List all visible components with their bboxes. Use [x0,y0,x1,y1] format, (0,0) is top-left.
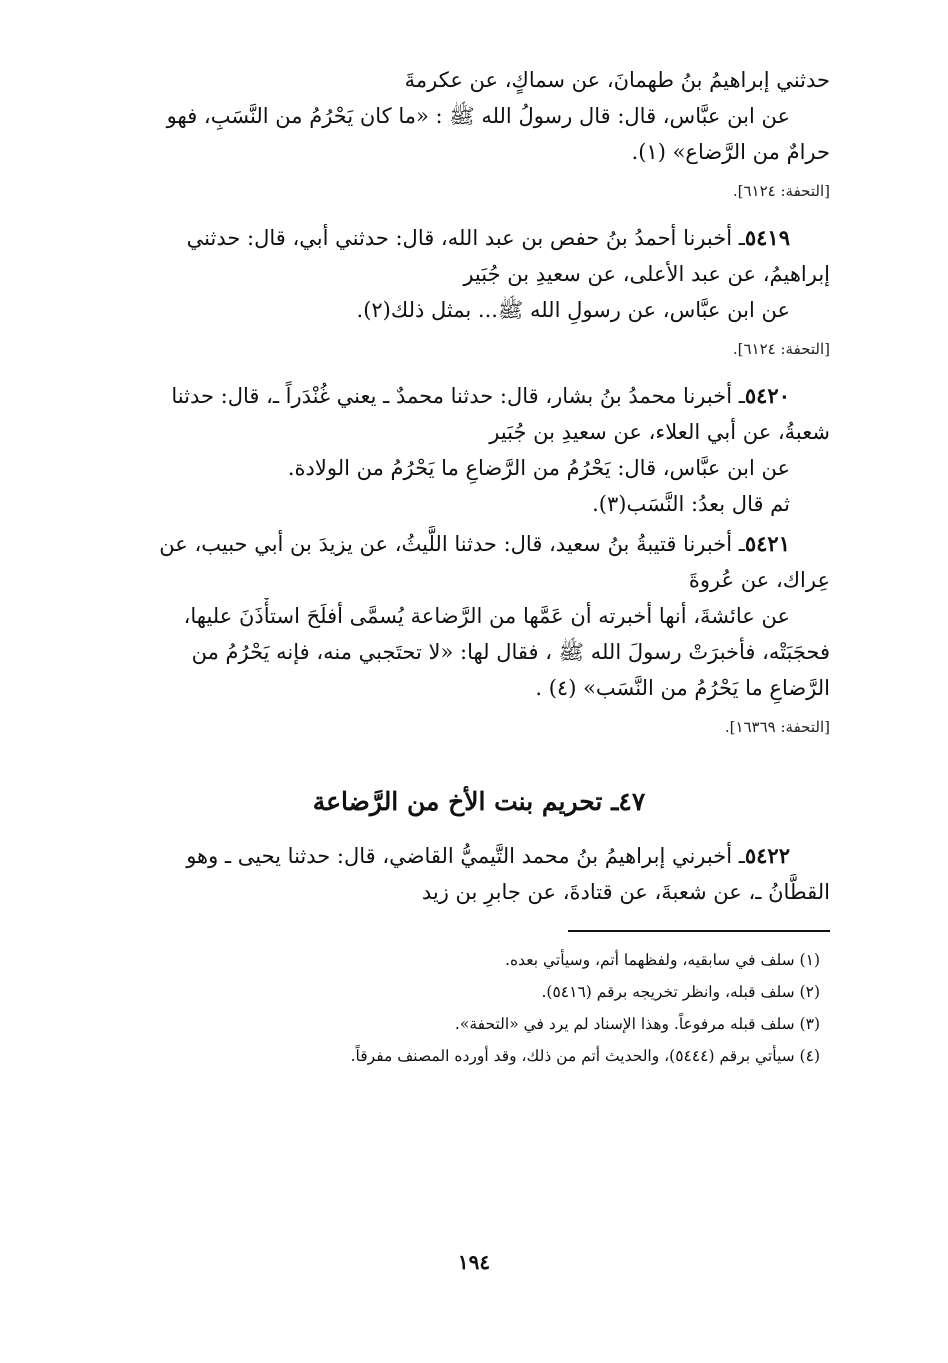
hadith-text: ـ أخبرني إبراهيمُ بنُ محمد التَّيميُّ القاضي، قال: حدثنا يحيى ـ وهو [186,844,745,868]
hadith-number: ٥٤٢٠ [744,383,790,408]
footnote-2: (٢) سلف قبله، وانظر تخريجه برقم (٥٤١٦). [541,983,820,1001]
text-line [128,838,830,874]
hadith-5422 [128,838,830,910]
text-line [128,378,830,414]
text-line: عن عائشةَ، أنها أخبرته أن عَمَّها من الرَّضاعة يُسمَّى أفلَحَ استأْذَنَ عليها، [183,604,790,628]
tuhfa-reference: [التحفة: ١٦٣٦٩]. [724,718,830,736]
text-line: عِراك، عن عُروةَ [688,568,830,592]
text-line: شعبةُ، عن أبي العلاء، عن سعيدِ بن جُبَير [489,420,830,444]
text-line: إبراهيمُ، عن عبد الأعلى، عن سعيدِ بن جُبَير [463,262,830,286]
text-line: حرامٌ من الرَّضاع» (١). [631,140,830,164]
hadith-number: ٥٤٢٢ [744,843,790,868]
hadith-5421 [128,526,830,738]
text-line [128,220,830,256]
hadith-text: ـ أخبرنا أحمدُ بنُ حفص بن عبد الله، قال: حدثني أبي، قال: حدثني [186,226,745,250]
hadith-5419 [128,220,830,360]
text-line [128,526,830,562]
text-line: عن ابن عبَّاس، قال: يَحْرُمُ من الرَّضاعِ ما يَحْرُمُ من الولادة. [287,456,790,480]
hadith-5420 [128,378,830,522]
footnote-3: (٣) سلف قبله مرفوعاً. وهذا الإسناد لم يرد في «التحفة». [454,1015,820,1033]
chapter-heading: ٤٧ـ تحريم بنت الأخ من الرَّضاعة [312,787,646,816]
hadith-text: ـ أخبرنا محمدُ بنُ بشار، قال: حدثنا محمدٌ ـ يعني غُنْدَراً ـ، قال: حدثنا [171,384,745,408]
footnote-4: (٤) سيأتي برقم (٥٤٤٤)، والحديث أتم من ذلك، وقد أورده المصنف مفرقاً. [350,1047,820,1065]
footnotes [128,944,830,1072]
tuhfa-reference: [التحفة: ٦١٢٤]. [732,182,830,200]
text-line: الرَّضاعِ ما يَحْرُمُ من النَّسَب» (٤) . [535,676,830,700]
text-line: عن ابن عبَّاس، قال: قال رسولُ الله ﷺ : «ما كان يَحْرُمُ من النَّسَبِ، فهو [166,104,790,128]
text-line: عن ابن عبَّاس، عن رسولِ الله ﷺ... بمثل ذلك(٢). [356,298,790,322]
footnote-separator [568,930,830,932]
hadith-5418-continuation [128,62,830,202]
page-number: ١٩٤ [457,1250,491,1274]
text-line: حدثني إبراهيمُ بنُ طهمانَ، عن سماكٍ، عن عكرمةَ [404,68,830,92]
hadith-number: ٥٤١٩ [744,225,790,250]
tuhfa-reference: [التحفة: ٦١٢٤]. [732,340,830,358]
text-line: فحجَبَتْه، فأخبرَتْ رسولَ الله ﷺ ، فقال لها: «لا تحتَجبي منه، فإنه يَحْرُمُ من [191,640,830,664]
footnote-1: (١) سلف في سابقيه، ولفظهما أتم، وسيأتي بعده. [505,951,820,969]
hadith-number: ٥٤٢١ [744,531,790,556]
text-line: ثم قال بعدُ: النَّسَب(٣). [592,492,790,516]
text-line: القطَّانُ ـ، عن شعبةَ، عن قتادةَ، عن جابرِ بن زيد [421,880,830,904]
hadith-text: ـ أخبرنا قتيبةُ بنُ سعيد، قال: حدثنا اللَّيثُ، عن يزيدَ بن أبي حبيب، عن [159,532,745,556]
